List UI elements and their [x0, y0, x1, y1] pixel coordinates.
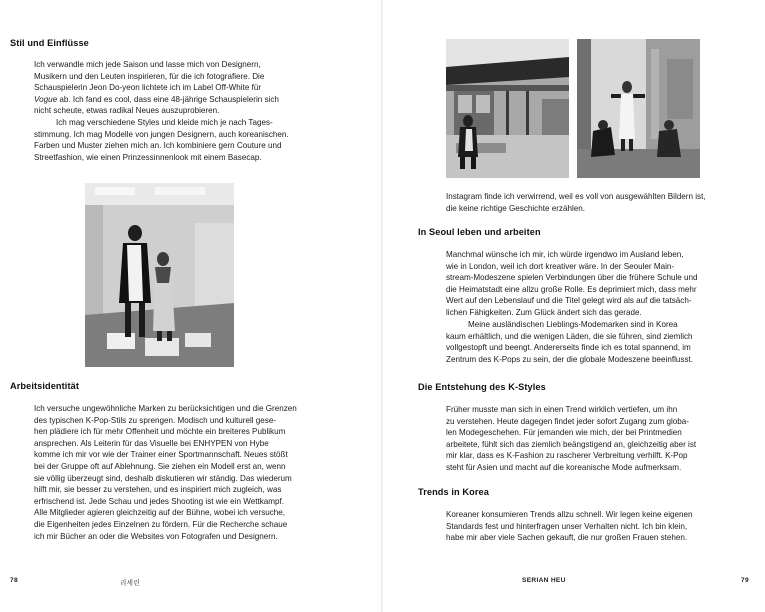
text-line: Manchmal wünsche ich mir, ich würde irgendwo im Ausland leben, [446, 250, 684, 259]
text-line: lichen Fähigkeiten. Zum Glück ändert sich das gerade. [446, 307, 642, 317]
author-name-left: 리세린 [120, 579, 141, 587]
text-line: len Modegeschehen. Für jemanden wie mich, der bei Printmedien [446, 428, 682, 438]
text-line: Schauspielerin Jeon Do-yeon lichtete ich im Label Off-White für [34, 83, 262, 93]
page-number-left: 78 [10, 577, 18, 584]
text-line: habe mir aber viele Sachen gekauft, die nur großen Frauen stehen. [446, 533, 688, 543]
text-line: wie in London, weil ich dort kreativer wäre. In der Seouler Main- [446, 261, 675, 271]
text-line: Früher musste man sich in einen Trend wirklich vertiefen, um ihn [446, 405, 678, 414]
page-number-right: 79 [741, 577, 749, 584]
text-line: Ich mag verschiedene Styles und kleide mich je nach Tages- [56, 118, 273, 127]
paragraph-seoul-2 [446, 319, 693, 365]
text-line: stimmung. Ich mag Modelle von jungen Designern, auch koreanischen. [34, 129, 289, 139]
text-line: hen plädiere ich für mehr Offenheit und möchte ein breiteres Publikum [34, 427, 286, 437]
industrial-photo [577, 39, 700, 178]
text-line: Farben und Muster ziehen mich an. Ich kombiniere gern Couture und [34, 141, 282, 151]
text-line: die keine richtige Geschichte erzählen. [446, 203, 586, 213]
left-page [0, 0, 382, 612]
text-line: die Eigenheiten jedes Einzelnen zu fördern. Für die Recherche schaue [34, 519, 288, 529]
heading-stil-und-einfluesse: Stil und Einflüsse [10, 38, 89, 48]
text-line: Ich versuche ungewöhnliche Marken zu berücksichtigen und die Grenzen [34, 404, 297, 413]
text-line: Alle Mitglieder agieren gleichzeitig auf der Bühne, wobei ich versuche, [34, 508, 286, 518]
text-line: ansprechen. Als Leiterin für das Visuelle bei ENHYPEN von Hybe [34, 438, 269, 448]
text-line: Musikern und den Leuten inspirieren, für die ich fotografiere. Die [34, 71, 265, 81]
text-line: Standards fest und hinterfragen unser Verhalten nicht. Ich bin klein, [446, 521, 688, 531]
heading-trends: Trends in Korea [418, 487, 489, 497]
text-line: arbeitete, fühlt sich das ziemlich beängstigend an, gleichzeitig aber ist [446, 439, 697, 449]
paragraph-stil-1 [34, 59, 279, 117]
italic-vogue: Vogue [34, 94, 58, 104]
paragraph-trends [446, 509, 693, 544]
text-line: stream-Modeszene spielen Verbindungen über die frühere Schule und [446, 273, 698, 283]
right-page [383, 0, 765, 612]
heading-k-styles: Die Entstehung des K-Styles [418, 382, 546, 392]
text-line: Ich verwandle mich jede Saison und lasse mich von Designern, [34, 60, 261, 69]
text-fragment: ab. Ich fand es cool, dass eine 48-jährige Schauspielerin sich [59, 94, 279, 104]
heading-arbeitsidentitaet: Arbeitsidentität [10, 381, 79, 391]
paragraph-seoul-1 [446, 249, 698, 319]
paragraph-instagram [446, 191, 706, 214]
gallery-photo [85, 183, 234, 367]
text-line: Wert auf den Lebenslauf und die Titel gelegt wird als auf die tatsäch- [446, 296, 692, 306]
text-line: Instagram finde ich verwirrend, weil es voll von ausgewählten Bildern ist, [446, 192, 706, 201]
paragraph-stil-2 [34, 117, 289, 163]
heading-in-seoul: In Seoul leben und arbeiten [418, 227, 541, 237]
text-line: Meine ausländischen Lieblings-Modemarken sind in Korea [468, 320, 678, 329]
text-line: Streetfashion, wie einen Prinzessinnenlook mit einem Basecap. [34, 152, 262, 162]
text-line: steht für Asien und macht auf die koreanische Mode aufmerksam. [446, 462, 682, 472]
text-line: komme ich mir vor wie der Trainer einer Sportmannschaft. Neues stößt [34, 450, 288, 460]
paragraph-k-styles [446, 404, 696, 474]
text-line: die Heimatstadt eine allzu große Rolle. Es deprimiert mich, dass mehr [446, 284, 697, 294]
text-line: vollgestopft und beengt. Andererseits finde ich es total spannend, im [446, 343, 691, 353]
text-line: mir klar, dass es K-Fashion zu rascherer Verbreitung verhilft. K-Pop [446, 451, 688, 461]
text-line: nicht scheute, etwas radikal Neues auszuprobieren. [34, 106, 220, 116]
text-line: sie völlig überzeugt sind, deshalb diskutieren wir ständig. Das wiederum [34, 473, 292, 483]
text-line: Koreaner konsumieren Trends allzu schnell. Wir legen keine eigenen [446, 510, 693, 519]
text-line: Zentrum des K-Pops zu sein, der die globale Modeszene beeinflusst. [446, 354, 693, 364]
paragraph-arbeitsidentitaet [34, 403, 297, 542]
text-line: erfrischend ist. Jede Schau und jedes Shooting ist wie ein Wettkampf. [34, 496, 284, 506]
text-line: zu verstehen. Heute dagegen findet jeder sofort Zugang zum globa- [446, 416, 689, 426]
text-line: bei der Gruppe oft auf Ablehnung. Sie ziehen ein Modell erst an, wenn [34, 461, 286, 471]
author-name-right: SERIAN HEU [522, 577, 566, 584]
text-line: ich mir Bücher an oder die Websites von Fotografen und Designern. [34, 531, 278, 541]
courtyard-photo [446, 39, 569, 178]
text-line-with-italic [34, 94, 279, 106]
text-line: kaum erhältlich, und die wenigen Läden, die sie führen, sind ziemlich [446, 331, 693, 341]
text-line: des typischen K-Pop-Stils zu sprengen. Modisch und kulturell gese- [34, 415, 277, 425]
text-line: hilft mir, sie besser zu verstehen, und es inspiriert mich zugleich, was [34, 485, 282, 495]
